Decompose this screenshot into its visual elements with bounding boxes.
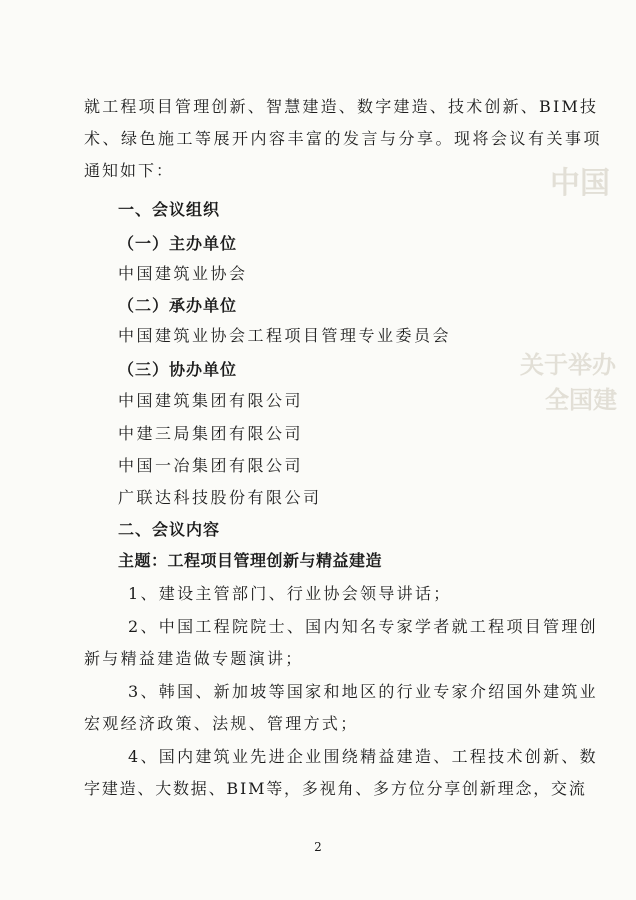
subsection-heading: （三）协办单位 [118, 360, 238, 379]
body-line: 3、韩国、新加坡等国家和地区的行业专家介绍国外建筑业 [128, 682, 598, 701]
subsection-heading: （一）主办单位 [118, 234, 238, 253]
bleed-through-mark: 中国 [550, 166, 610, 201]
body-line: 新与精益建造做专题演讲； [84, 649, 304, 668]
body-line: 通知如下： [84, 161, 175, 180]
body-line: 术、绿色施工等展开内容丰富的发言与分享。现将会议有关事项 [84, 129, 603, 148]
section-heading: 二、会议内容 [118, 520, 221, 539]
body-line: 宏观经济政策、法规、管理方式； [84, 714, 359, 733]
page-number: 2 [314, 840, 322, 854]
body-line: 1、建设主管部门、行业协会领导讲话； [128, 584, 452, 603]
body-line: 4、国内建筑业先进企业围绕精益建造、工程技术创新、数 [128, 747, 598, 766]
body-line: 中国建筑业协会 [118, 264, 248, 283]
body-line: 广联达科技股份有限公司 [118, 488, 322, 507]
body-line: 中国建筑集团有限公司 [118, 391, 304, 410]
body-line: 就工程项目管理创新、智慧建造、数字建造、技术创新、BIM技 [84, 97, 599, 116]
body-line: 中国建筑业协会工程项目管理专业委员会 [118, 326, 452, 345]
subsection-heading: （二）承办单位 [118, 296, 238, 315]
body-line: 2、中国工程院院士、国内知名专家学者就工程项目管理创 [128, 617, 598, 636]
section-heading: 一、会议组织 [118, 200, 221, 219]
topic-heading: 主题：工程项目管理创新与精益建造 [118, 551, 383, 570]
bleed-through-mark: 关于举办 [520, 351, 616, 379]
bleed-through-mark: 全国建 [545, 386, 617, 414]
body-line: 中国一冶集团有限公司 [118, 456, 304, 475]
body-line: 字建造、大数据、BIM等，多视角、多方位分享创新理念，交流 [84, 779, 587, 798]
body-line: 中建三局集团有限公司 [118, 424, 304, 443]
